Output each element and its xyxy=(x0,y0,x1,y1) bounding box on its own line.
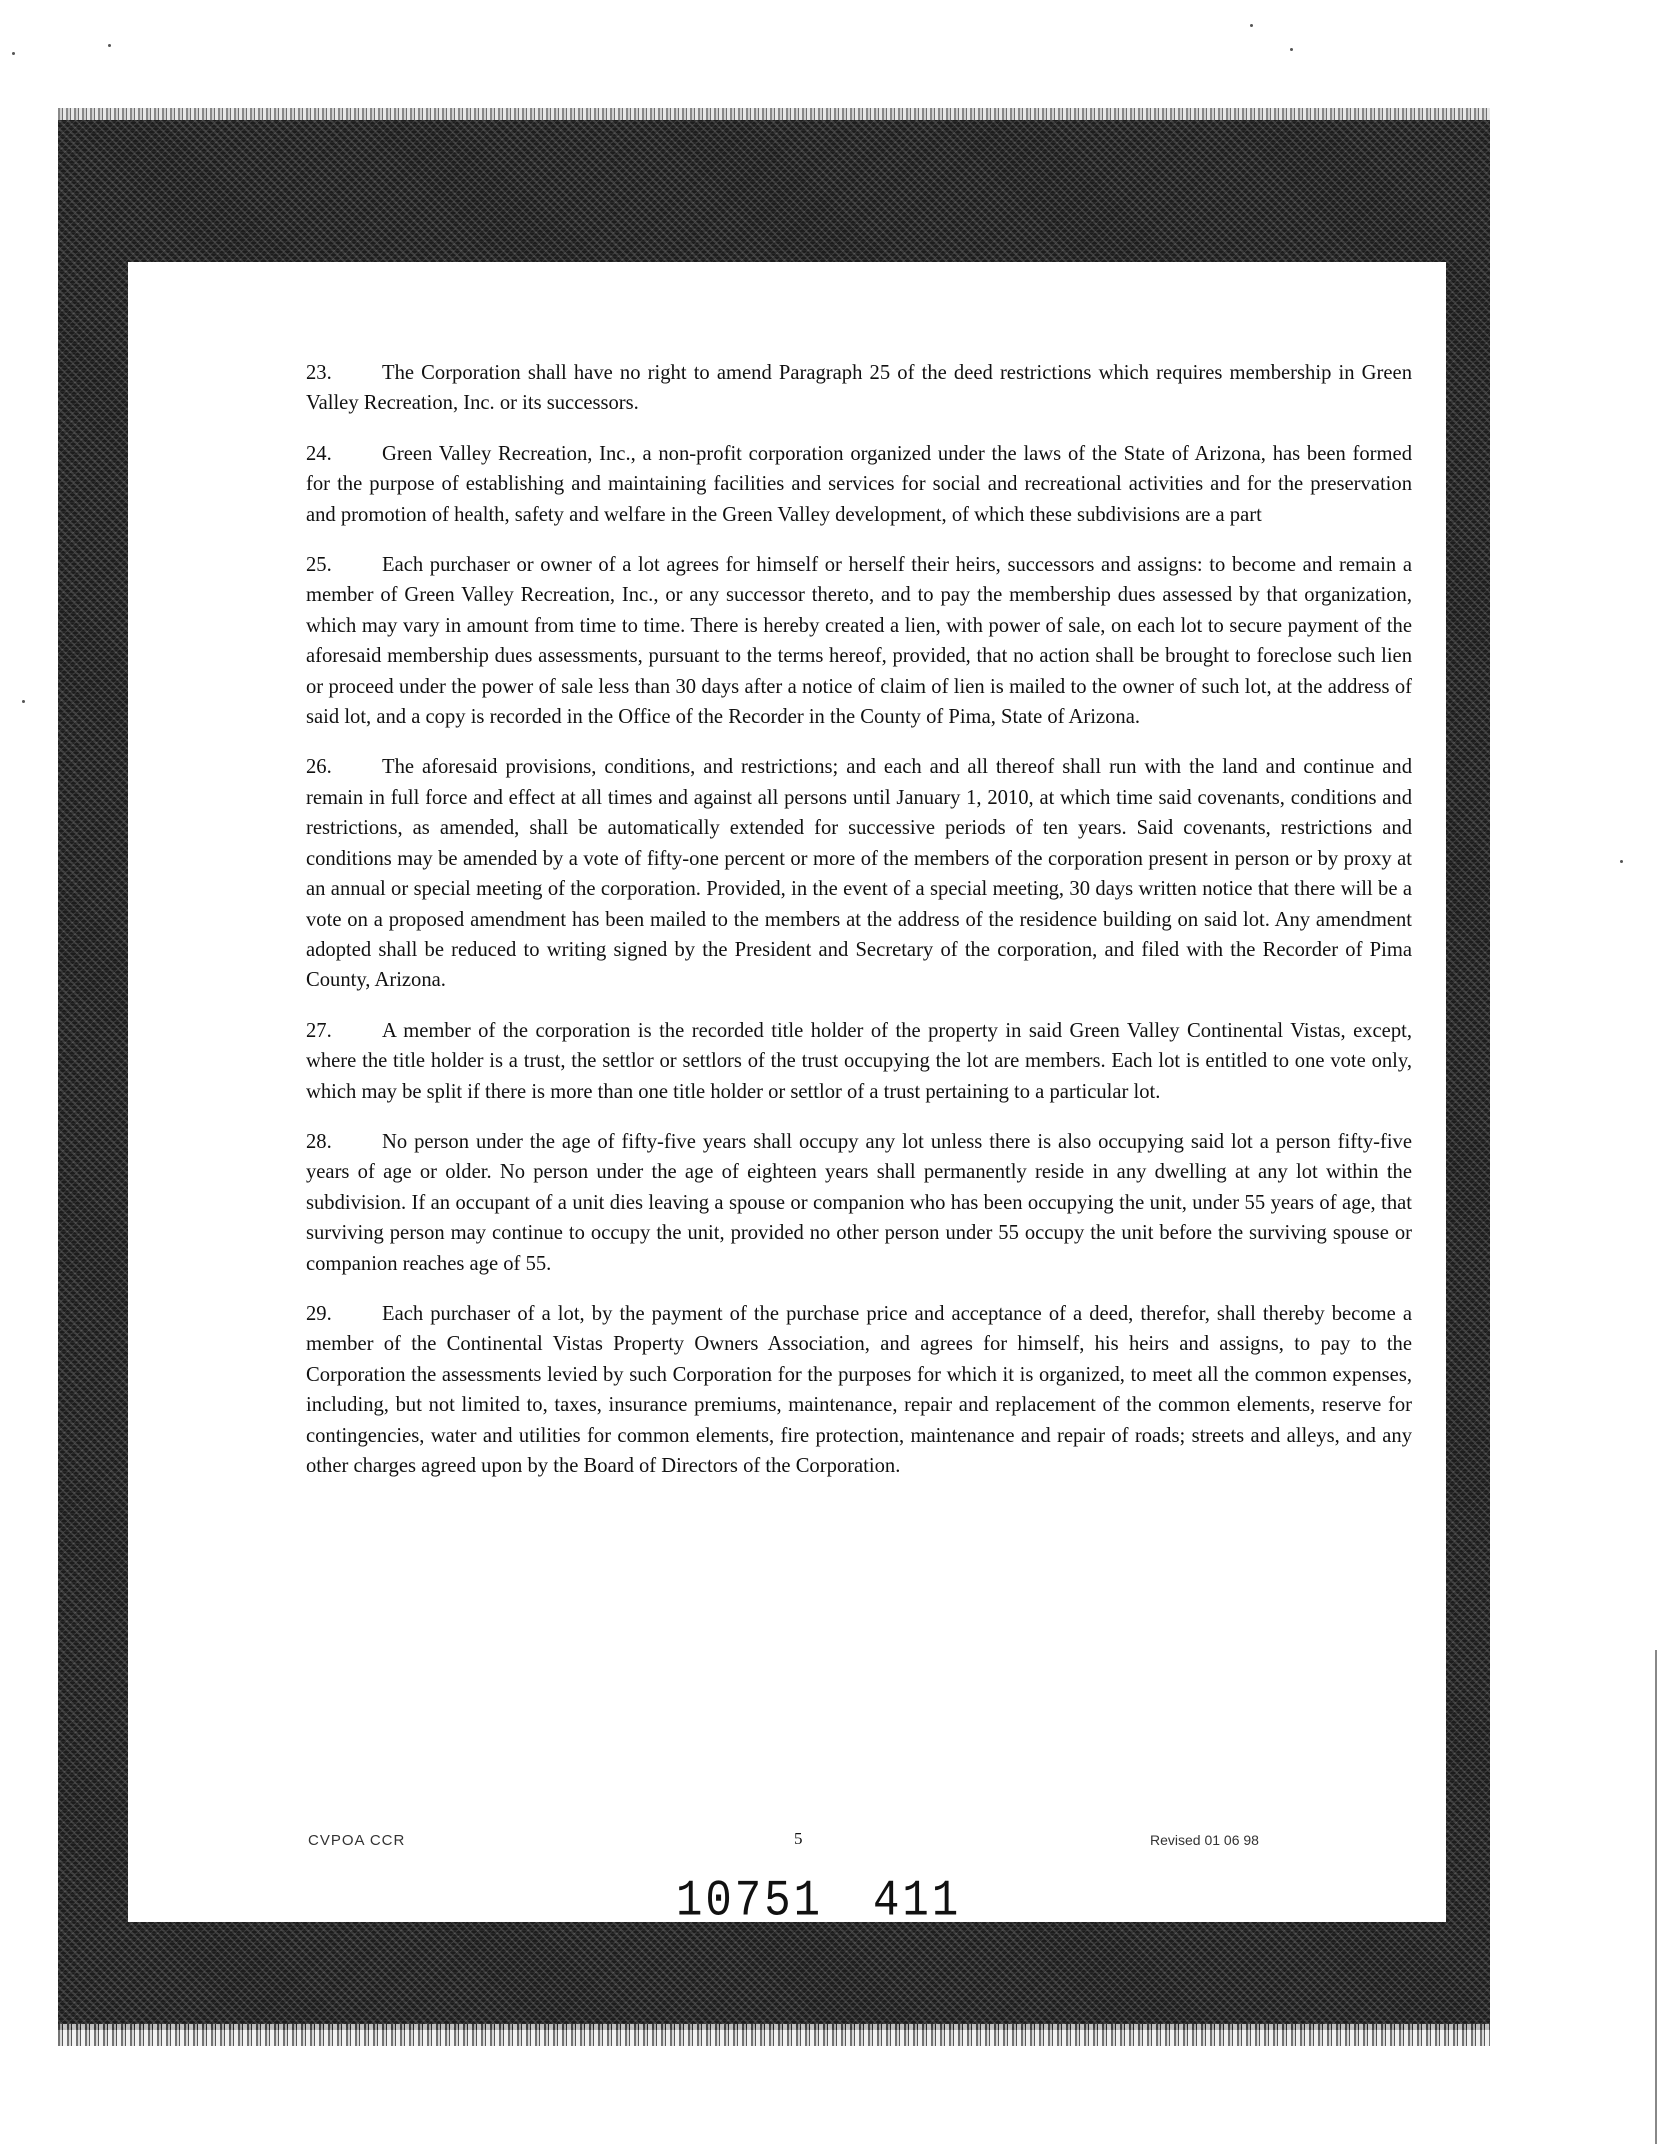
paragraph-text: The Corporation shall have no right to amend Paragraph 25 of the deed restrictions which requires membership in Green Valley Recreation, Inc. or its successors. xyxy=(306,362,1412,415)
scan-speck xyxy=(108,44,111,47)
paragraph-text: Green Valley Recreation, Inc., a non-profit corporation organized under the laws of the State of Arizona, has been formed for the purpose of establishing and maintaining facilities and services for social and recreational activities and for the preservation and promotion of health, safety and welfare in the Green Valley development, of which these subdivisions are a part xyxy=(306,442,1412,526)
paragraph-24 xyxy=(306,439,1412,530)
footer-page-number: 5 xyxy=(794,1829,803,1848)
footer-document-code: CVPOA CCR xyxy=(308,1832,406,1849)
recording-stamp xyxy=(676,1873,1011,1931)
paragraph-number: 27. xyxy=(306,1019,332,1042)
paragraph-number: 26. xyxy=(306,756,332,779)
paragraph-27 xyxy=(306,1016,1412,1107)
paragraph-text: Each purchaser of a lot, by the payment of the purchase price and acceptance of a deed, therefor, shall thereby become a member of the Continental Vistas Property Owners Association, and agrees for himself, his heirs and assigns, to pay to the Corporation the assessments levied by such Corporation for the purposes for which it is organized, to meet all the common expenses, including, but not limited to, taxes, insurance premiums, maintenance, repair and replacement of the common elements, reserve for contingencies, water and utilities for common elements, fire protection, maintenance and repair of roads; streets and alleys, and any other charges agreed upon by the Board of Directors of the Corporation. xyxy=(306,1302,1412,1477)
paragraph-text: Each purchaser or owner of a lot agrees for himself or herself their heirs, successors and assigns: to become and remain a member of Green Valley Recreation, Inc., or any successor thereto, and to pay the membership dues assessed by that organization, which may vary in amount from time to time. There is hereby created a lien, with power of sale, on each lot to secure payment of the aforesaid membership dues assessments, pursuant to the terms hereof, provided, that no action shall be brought to foreclose such lien or proceed under the power of sale less than 30 days after a notice of claim of lien is mailed to the owner of such lot, at the address of said lot, and a copy is recorded in the Office of the Recorder in the County of Pima, State of Arizona. xyxy=(306,554,1412,729)
paragraph-number: 24. xyxy=(306,442,332,465)
document-body xyxy=(306,358,1412,1501)
stamp-docket-number: 10751 xyxy=(676,1873,824,1931)
scan-speck xyxy=(1290,48,1293,51)
paragraph-number: 29. xyxy=(306,1302,332,1325)
document-page xyxy=(128,262,1446,1931)
paragraph-26 xyxy=(306,752,1412,995)
paragraph-29 xyxy=(306,1299,1412,1481)
paragraph-23 xyxy=(306,358,1412,419)
scan-speck xyxy=(12,52,15,55)
paragraph-text: No person under the age of fifty-five years shall occupy any lot unless there is also occupying said lot a person fifty-five years of age or older. No person under the age of eighteen years shall permanently reside in any dwelling at any lot within the subdivision. If an occupant of a unit dies leaving a spouse or companion who has been occupying the unit, under 55 years of age, that surviving person may continue to occupy the unit, provided no other person under 55 occupy the unit before the surviving spouse or companion reaches age of 55. xyxy=(306,1130,1412,1275)
paragraph-number: 25. xyxy=(306,554,332,577)
paragraph-25 xyxy=(306,550,1412,732)
paragraph-text: The aforesaid provisions, conditions, and restrictions; and each and all thereof shall run with the land and continue and remain in full force and effect at all times and against all persons until January 1, 2010, at which time said covenants, conditions and restrictions, as amended, shall be automatically extended for successive periods of ten years. Said covenants, restrictions and conditions may be amended by a vote of fifty-one percent or more of the members of the corporation present in person or by proxy at an annual or special meeting of the corporation. Provided, in the event of a special meeting, 30 days written notice that there will be a vote on a proposed amendment has been mailed to the members at the address of the residence building on said lot. Any amendment adopted shall be reduced to writing signed by the President and Secretary of the corporation, and filed with the Recorder of Pima County, Arizona. xyxy=(306,756,1412,992)
scan-speck xyxy=(1250,24,1253,27)
paragraph-text: A member of the corporation is the recorded title holder of the property in said Green Valley Continental Vistas, except, where the title holder is a trust, the settlor or settlors of the trust occupying the lot are members. Each lot is entitled to one vote only, which may be split if there is more than one title holder or settlor of a trust pertaining to a particular lot. xyxy=(306,1019,1412,1103)
paragraph-28 xyxy=(306,1127,1412,1279)
scan-frame-bottom-edge xyxy=(58,2024,1490,2046)
scan-speck xyxy=(1620,860,1623,863)
paragraph-number: 28. xyxy=(306,1130,332,1153)
scan-edge-line xyxy=(1655,1650,1657,2144)
stamp-page-number: 411 xyxy=(873,1873,962,1931)
footer-revision-date: Revised 01 06 98 xyxy=(1150,1832,1259,1848)
scan-speck xyxy=(22,700,25,703)
paragraph-number: 23. xyxy=(306,362,332,384)
